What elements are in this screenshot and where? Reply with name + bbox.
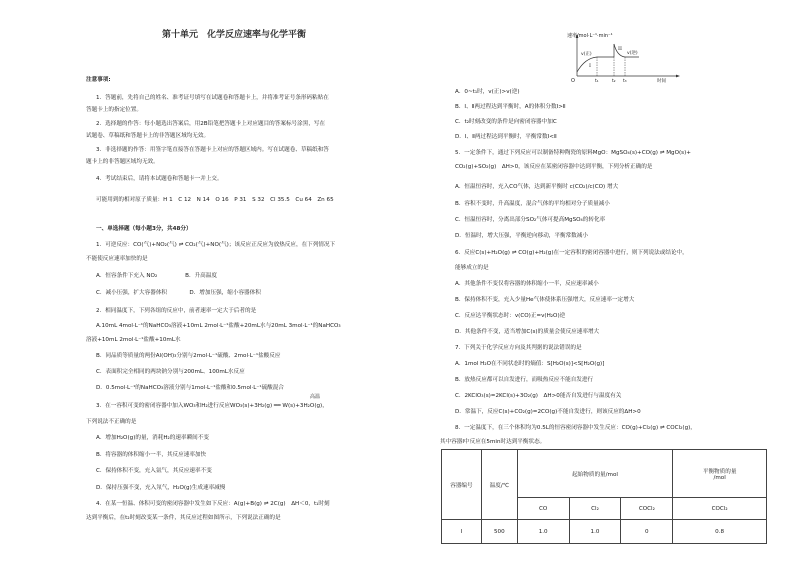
question-option: A．恒温恒容时，充入CO气体，达到新平衡时 c(CO₂)/c(CO) 增大 bbox=[455, 184, 619, 190]
question-option: C．恒温恒容时，分离出部分SO₂气体可提高MgSO₄的转化率 bbox=[455, 217, 606, 223]
subheader-co: CO bbox=[517, 498, 569, 520]
question-option: B．放热反应都可以自发进行，而吸热反应不能自发进行 bbox=[455, 377, 594, 383]
notice-line: 2．选择题的作答：每小题选出答案后，用2B铅笔把答题卡上对应题目的答案标号涂黑，写在 bbox=[96, 121, 326, 127]
curve-label-forward: v(正) bbox=[581, 52, 592, 57]
question-line: 5．一定条件下，通过下列反应可以制备特种陶瓷的原料MgO：MgSO₄(s)+CO(g) ⇌ MgO(s)+ bbox=[455, 150, 691, 156]
question-option: C．保持体积不变，充入氩气，其反应速率不变 bbox=[96, 468, 212, 474]
notice-line: 3．非选择题的作答：用签字笔直接答在答题卡上对应的答题区域内。写在试题卷、草稿纸和答 bbox=[96, 147, 329, 153]
question-option: D．保持压强不变，充入氖气，H₂O(g)生成速率减慢 bbox=[96, 485, 226, 491]
header-eq-line2: /mol bbox=[713, 474, 726, 481]
question-option: C．2KClO₃(s)=2KCl(s)+3O₂(g) ΔH>0能否自发进行与温度有关 bbox=[455, 393, 622, 399]
origin-label: O bbox=[571, 78, 575, 84]
header-eq-line1: 平衡物质的量 bbox=[702, 468, 737, 475]
question-option: B．将容器的体积缩小一半，其反应速率加快 bbox=[96, 452, 207, 458]
rate-time-graph bbox=[567, 32, 685, 84]
question-line: 1．可逆反应：CO(气)+NO₂(气) ⇌ CO₂(气)+NO(气)；该反应正反应为放热反应，在下列情况下 bbox=[96, 242, 336, 248]
question-option: C．表面积完全相同的两块钠分别与200mL、100mL水反应 bbox=[96, 369, 245, 375]
question-line: 6．反应C(s)+H₂O(g) ⇌ CO(g)+H₂(g)在一定容积的密闭容器中进行，则下列说法或结论中， bbox=[455, 250, 688, 256]
notice-title: 注意事项: bbox=[86, 77, 111, 83]
section-heading: 一、单选择题（每小题3分，共48分） bbox=[96, 226, 192, 232]
question-line: 其中容器Ⅰ中反应在5min时达到平衡状态。 bbox=[440, 439, 546, 445]
question-line: 不能使反应速率加快的是 bbox=[86, 256, 148, 262]
question-option: B．容积不变时，升高温度，混合气体的平均相对分子质量减小 bbox=[455, 201, 610, 207]
t2-label: t₂ bbox=[612, 79, 616, 84]
question-option: C．t₂时刻改变的条件是向密闭容器中加C bbox=[455, 119, 557, 125]
notice-line: 题卡上的非答题区域均无效。 bbox=[86, 159, 159, 165]
question-line: 3．在一容积可变的密闭容器中加入WO₃和H₂进行反应WO₃(s)+3H₂(g) ══ W(s)+3H₂O(g)， bbox=[96, 403, 328, 409]
question-option: D．Ⅰ、Ⅱ两过程达到平衡时，平衡常数Ⅰ<Ⅱ bbox=[455, 134, 557, 140]
question-line: CO₂(g)+SO₂(g) ΔH>0，该反应在某密闭容器中达到平衡，下列分析正确的是 bbox=[455, 164, 653, 170]
question-line: 下列说法不正确的是 bbox=[86, 419, 137, 425]
subheader-eq-cocl2: COCl₂ bbox=[673, 498, 767, 520]
notice-line: 4．考试结束后，请将本试题卷和答题卡一并上交。 bbox=[96, 176, 223, 182]
question-option: A．恒容条件下充入 NO₂ B．升高温度 bbox=[96, 273, 217, 279]
process-mark-ii: II bbox=[618, 46, 622, 52]
question-option: D．0.5mol·L⁻¹的NaHCO₃溶液分别与1mol·L⁻¹盐酸和0.5mol·L⁻¹硫酸混合 bbox=[96, 385, 284, 391]
graph-y-label: 速率/mol·L⁻¹·min⁻¹ bbox=[567, 33, 613, 39]
question-line: 4．在某一恒温、体积可变的密闭容器中发生如下反应：A(g)+B(g) ⇌ 2C(g) ΔH＜0，t₁时刻 bbox=[96, 501, 330, 507]
atomic-masses: 可能用到的相对原子质量：H 1 C 12 N 14 O 16 P 31 S 32 Cl 35.5 Cu 64 Zn 65 bbox=[96, 197, 334, 203]
subheader-cocl2: COCl₂ bbox=[621, 498, 673, 520]
question-line: 2．相同温度下，下列各组的反应中，前者速率一定大于后者的是 bbox=[96, 308, 257, 314]
question-option: A．0~t₁时，v(正)>v(逆) bbox=[455, 89, 520, 95]
question-option: C．减小压强，扩大容器体积 D．增加压强，缩小容器体积 bbox=[96, 290, 261, 296]
process-mark-i: I bbox=[589, 63, 591, 69]
header-temp: 温度/℃ bbox=[481, 450, 517, 520]
question-option: A．其他条件不变仅将容器的体积缩小一半，反应速率减小 bbox=[455, 281, 599, 287]
question-line: 7．下列关于化学反应方向及其判据的说法错误的是 bbox=[455, 345, 582, 351]
data-table bbox=[441, 449, 767, 544]
question-option: A.10mL 4mol·L⁻¹的NaHCO₃溶液+10mL 2mol·L⁻¹盐酸+20mL水与20mL 3mol·L⁻¹的NaHCO₃ bbox=[96, 323, 341, 329]
cell-cocl2: 0 bbox=[621, 520, 673, 544]
question-option: B．同品质等质量的两份Al(OH)₃分别与2mol·L⁻¹硫酸、2mol·L⁻¹盐酸反应 bbox=[96, 353, 281, 359]
cell-temp: 500 bbox=[481, 520, 517, 544]
question-option: B．Ⅰ、Ⅱ两过程达到平衡时，A的体积分数Ⅰ>Ⅱ bbox=[455, 104, 566, 110]
cell-container: Ⅰ bbox=[442, 520, 482, 544]
header-eq-amount bbox=[673, 450, 767, 498]
subheader-cl2: Cl₂ bbox=[569, 498, 621, 520]
rate-curve-first bbox=[577, 57, 614, 72]
question-line: 能够成立的是 bbox=[455, 265, 489, 271]
question-line: 达到平衡后，在t₂时刻改变某一条件，其反应过程如图所示，下列说法正确的是 bbox=[86, 515, 281, 521]
header-start-amount: 起始物质的量/mol bbox=[517, 450, 673, 498]
graph-x-label: 时间 bbox=[657, 79, 666, 84]
notice-line: 答题卡上的指定位置。 bbox=[86, 107, 142, 113]
notice-line: 1．答题前，先将自己的姓名、准考证号填写在试题卷和答题卡上，并将准考证号条形码粘贴在 bbox=[96, 95, 329, 101]
page-title: 第十单元 化学反应速率与化学平衡 bbox=[162, 30, 307, 40]
cell-eq-cocl2: 0.8 bbox=[673, 520, 767, 544]
x-axis-arrow bbox=[676, 75, 680, 78]
header-container: 容器编号 bbox=[442, 450, 482, 520]
cell-cl2: 1.0 bbox=[569, 520, 621, 544]
question-option: A．1mol H₂O在不同状态时的熵值：S[H₂O(s)]<S[H₂O(g)] bbox=[455, 361, 605, 367]
question-option: A．增加H₂O(g)的量，消耗H₂的速率瞬间不变 bbox=[96, 435, 209, 441]
question-option: D．常温下，反应C(s)+CO₂(g)=2CO(g)不能自发进行，则该反应的ΔH>0 bbox=[455, 409, 641, 415]
curve-label-reverse: v(逆) bbox=[627, 51, 638, 56]
question-option: C．反应达平衡状态时：v(CO)正=v(H₂O)逆 bbox=[455, 313, 566, 319]
question-line: 8．一定温度下，在三个体积均为0.5L的恒容密闭容器中发生反应：CO(g)+Cl₂(g) ⇌ COCl₂(g)， bbox=[455, 425, 696, 431]
question-option: 溶液+10mL 2mol·L⁻¹盐酸+10mL水 bbox=[86, 337, 181, 343]
cell-co: 1.0 bbox=[517, 520, 569, 544]
t3-label: t₃ bbox=[623, 79, 627, 84]
question-option: D．其他条件不变，适当增加C(s)的质量会使反应速率增大 bbox=[455, 329, 600, 335]
table-row bbox=[442, 520, 767, 544]
reaction-condition: 高温 bbox=[310, 394, 321, 400]
notice-line: 试题卷、草稿纸和答题卡上的非答题区域均无效。 bbox=[86, 133, 210, 139]
question-option: B．保持体积不变，充入少量He气体使体系压强增大，反应速率一定增大 bbox=[455, 297, 635, 303]
question-option: D．恒温时，增大压强，平衡逆向移动，平衡常数减小 bbox=[455, 233, 588, 239]
t1-label: t₁ bbox=[595, 79, 599, 84]
